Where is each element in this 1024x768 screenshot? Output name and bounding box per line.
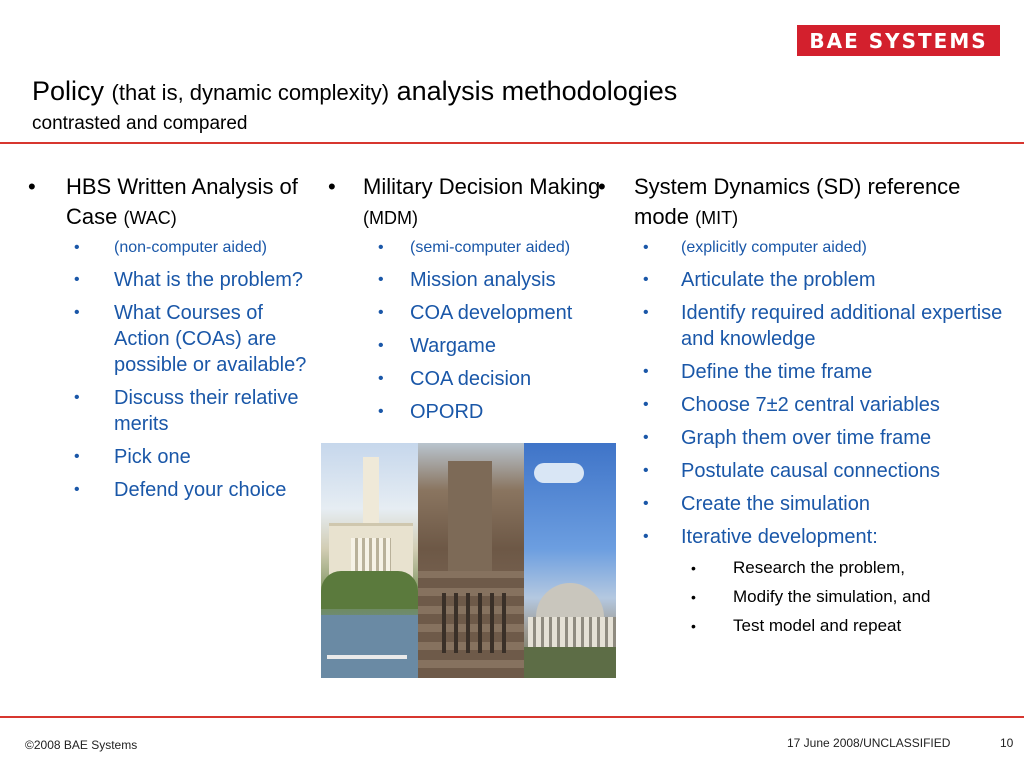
date-classification: 17 June 2008/UNCLASSIFIED [787,736,951,750]
list-item-aid [18,238,318,258]
bullet: • [643,429,649,446]
column-mdm [318,172,618,432]
sub-list-item [588,586,1018,608]
column-heading [18,172,318,233]
list-item-text: Define the time frame [681,361,873,383]
list-item-text: Pick one [114,446,191,468]
copyright: ©2008 BAE Systems [25,738,138,752]
column-heading [318,172,618,233]
list-item-text: (non-computer aided) [114,239,267,256]
bullet: • [328,174,336,199]
west-point-photo [418,443,524,678]
sub-list-item-text: Modify the simulation, and [733,587,931,606]
bullet: • [643,239,649,256]
rowing-boat-shape [327,655,407,659]
column-list [318,238,618,425]
list-item-text: COA decision [410,368,532,390]
title-main: Policy [32,76,105,106]
list-item-text: Mission analysis [410,269,556,291]
lawn-shape [524,647,616,678]
bullet: • [691,618,696,634]
river-shape [321,615,418,678]
sub-list [588,557,1018,637]
column-sd [588,172,1018,644]
gothic-tower-shape [448,461,492,571]
heading-text: HBS Written Analysis of Case [66,174,298,229]
bullet: • [378,370,384,387]
list-item-text: (semi-computer aided) [410,239,571,256]
slide-subtitle: contrasted and compared [32,113,248,134]
slide-title [32,76,992,108]
dome-shape [536,583,604,617]
list-item [318,366,618,392]
sub-list-item [588,557,1018,579]
list-item-text: Create the simulation [681,493,870,515]
mit-dome-photo [524,443,616,678]
bullet: • [378,304,384,321]
list-item-text: (explicitly computer aided) [681,239,867,256]
column-heading [588,172,1018,233]
bullet: • [378,403,384,420]
photo-collage [321,443,616,678]
heading-abbrev: (WAC) [123,208,177,228]
list-item-text: Postulate causal connections [681,460,941,482]
list-item [318,300,618,326]
bullet: • [643,528,649,545]
list-item [318,267,618,293]
list-item [318,333,618,359]
page-number: 10 [1000,736,1014,750]
bullet: • [378,337,384,354]
bullet: • [74,271,80,288]
list-item [18,477,318,503]
list-item [588,359,1018,385]
list-item [588,392,1018,418]
list-item-text: OPORD [410,401,484,423]
window-shape [434,593,508,653]
list-item-text: Defend your choice [114,479,287,501]
list-item [588,425,1018,451]
bullet: • [643,304,649,321]
list-item-text: What is the problem? [114,269,303,291]
sub-list-item [588,615,1018,637]
list-item-text: Choose 7±2 central variables [681,394,940,416]
sub-list-item-text: Test model and repeat [733,616,902,635]
list-item-text: What Courses of Action (COAs) are possible or available? [114,302,307,376]
list-item [588,300,1018,352]
list-item [588,458,1018,484]
heading-abbrev: (MIT) [695,208,739,228]
list-item [18,444,318,470]
bullet: • [74,481,80,498]
list-item-text: Iterative development: [681,526,878,548]
bae-systems-logo [797,25,1000,56]
list-item-text: Identify required additional expertise and knowledge [681,302,1003,350]
harvard-campus-photo [321,443,418,678]
bullet: • [643,462,649,479]
bullet: • [74,239,80,256]
heading-abbrev: (MDM) [363,208,418,228]
bullet: • [378,271,384,288]
list-item-text: Wargame [410,335,496,357]
bullet: • [691,589,696,605]
heading-text: System Dynamics (SD) reference mode [634,174,961,229]
list-item-aid [588,238,1018,258]
sub-list-item-text: Research the problem, [733,558,905,577]
column-list [588,238,1018,550]
list-item-text: Articulate the problem [681,269,876,291]
list-item [18,300,318,378]
list-item-text: Graph them over time frame [681,427,932,449]
top-divider [0,142,1024,144]
list-item-text: Discuss their relative merits [114,387,299,435]
list-item [18,385,318,437]
list-item [588,524,1018,550]
bottom-divider [0,716,1024,718]
bullet: • [691,560,696,576]
bullet: • [598,174,606,199]
bullet: • [643,271,649,288]
bullet: • [643,363,649,380]
list-item [318,399,618,425]
list-item [588,267,1018,293]
title-rest: analysis methodologies [396,76,678,106]
column-list [18,238,318,503]
list-item [18,267,318,293]
bullet: • [74,448,80,465]
heading-text: Military Decision Making [363,174,601,199]
cloud-shape [534,463,584,483]
bullet: • [643,495,649,512]
trees-shape [321,571,418,609]
bullet: • [643,396,649,413]
bullet: • [28,174,36,199]
bullet: • [74,389,80,406]
list-item [588,491,1018,517]
column-wac [18,172,318,510]
list-item-aid [318,238,618,258]
bullet: • [378,239,384,256]
logo-text: BAE SYSTEMS [809,28,988,53]
title-paren: (that is, dynamic complexity) [111,80,390,105]
bullet: • [74,304,80,321]
colonnade-shape [528,617,616,647]
list-item-text: COA development [410,302,573,324]
